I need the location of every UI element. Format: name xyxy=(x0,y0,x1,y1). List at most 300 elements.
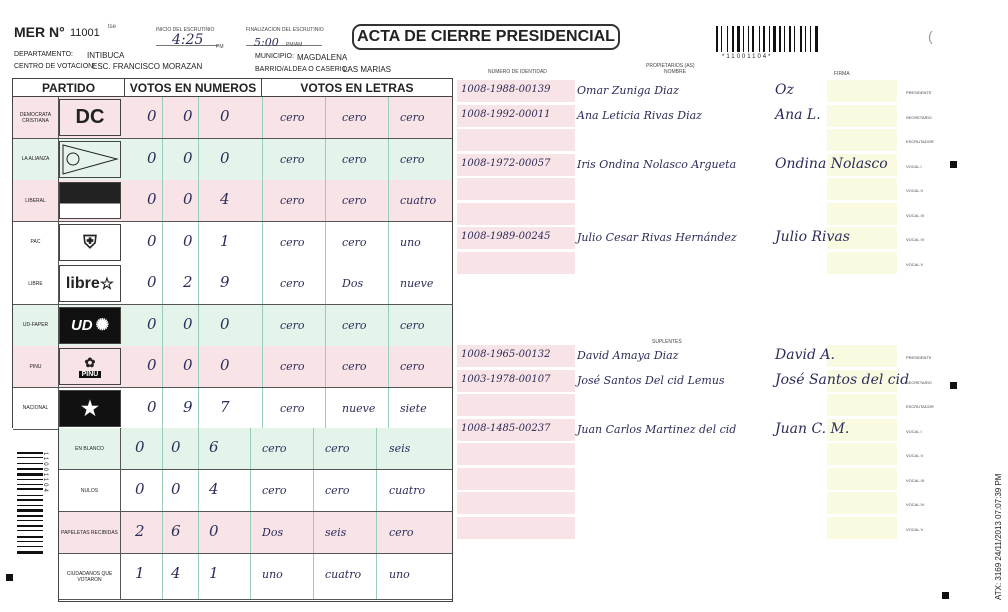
party-logo xyxy=(59,390,121,427)
departamento-label: DEPARTAMENTO: xyxy=(14,51,73,58)
signature-cell xyxy=(827,105,897,127)
barcode-bar xyxy=(17,520,43,521)
barcode-bar xyxy=(748,26,749,52)
party-name: PAC xyxy=(13,222,59,263)
cell-divider xyxy=(162,346,163,387)
id-cell xyxy=(457,492,575,514)
ud-logo-text: UD xyxy=(70,316,93,334)
registration-mark xyxy=(950,382,957,389)
total-word: seis xyxy=(389,442,411,455)
finalizacion-suffix: PM/AM xyxy=(286,42,303,48)
time-stamp: ATX: 3169 24/11/2013 07:07:39 PM xyxy=(994,473,1003,600)
barcode-bar xyxy=(17,488,43,490)
pac-shield-icon: ⛨ xyxy=(83,231,97,252)
cell-divider xyxy=(198,470,199,511)
party-logo xyxy=(59,307,121,344)
name-cell xyxy=(575,345,775,367)
member-name: José Santos Del cid Lemus xyxy=(577,373,725,387)
total-digit: 4 xyxy=(209,480,219,498)
total-name: EN BLANCO xyxy=(59,428,121,469)
col-partido: PARTIDO xyxy=(13,79,125,97)
cell-divider xyxy=(162,139,163,180)
page-title: ACTA DE CIERRE PRESIDENCIAL xyxy=(352,24,620,50)
member-row xyxy=(457,419,897,441)
cell-divider xyxy=(313,512,314,553)
member-role: VOCAL IV xyxy=(906,237,925,242)
cell-divider xyxy=(198,180,199,221)
cell-divider xyxy=(198,388,199,429)
name-cell xyxy=(575,419,775,441)
total-row xyxy=(59,512,452,554)
suplentes-label: SUPLENTES xyxy=(652,339,682,345)
cell-divider xyxy=(388,305,389,346)
cell-divider xyxy=(162,97,163,138)
vote-digit: 7 xyxy=(220,397,230,416)
barcode-bar xyxy=(727,26,728,52)
signature-cell xyxy=(827,129,897,151)
pinu-emblem-icon: ✿ xyxy=(84,355,96,370)
cell-divider xyxy=(198,512,199,553)
cell-divider xyxy=(262,139,263,180)
total-name: PAPELETAS RECIBIDAS xyxy=(59,512,121,553)
barcode-bar xyxy=(721,26,722,52)
total-word: cuatro xyxy=(325,568,362,581)
cell-divider xyxy=(376,470,377,511)
vote-word: uno xyxy=(400,235,421,249)
name-cell xyxy=(575,105,775,127)
cell-divider xyxy=(162,470,163,511)
cell-divider xyxy=(313,428,314,469)
barcode-bar xyxy=(779,26,781,52)
name-cell xyxy=(575,178,775,200)
barcode-bar xyxy=(743,26,744,52)
total-digit: 0 xyxy=(171,438,181,456)
vote-digit: 1 xyxy=(220,231,230,250)
party-name: DEMOCRATA CRISTIANA xyxy=(13,97,59,138)
party-name: LIBERAL xyxy=(13,180,59,221)
barcode-bar xyxy=(737,26,740,52)
barcode-bar xyxy=(17,479,43,480)
member-role: VOCAL III xyxy=(906,212,924,218)
member-role: VOCAL II xyxy=(906,188,923,193)
total-digit: 4 xyxy=(171,564,181,582)
total-row xyxy=(59,428,452,470)
member-role: VOCAL III xyxy=(906,477,924,483)
barcode-bar xyxy=(805,26,806,52)
total-word: seis xyxy=(325,526,347,539)
vote-word: Dos xyxy=(342,277,364,290)
member-role: VOCAL II xyxy=(906,453,923,458)
vote-digit: 0 xyxy=(183,231,193,250)
totals-table xyxy=(58,428,453,602)
signature-cell xyxy=(827,203,897,225)
barcode-bar xyxy=(716,26,718,52)
barcode-bar xyxy=(17,530,43,531)
vote-digit: 0 xyxy=(183,314,193,333)
id-cell xyxy=(457,154,575,176)
signature-cell xyxy=(827,517,897,539)
cell-divider xyxy=(262,305,263,346)
party-name: PINU xyxy=(13,346,59,387)
member-signature: Oz xyxy=(775,82,794,98)
total-digit: 0 xyxy=(209,522,219,540)
name-cell xyxy=(575,394,775,416)
member-name: David Amaya Diaz xyxy=(577,349,679,362)
barcode-bar xyxy=(752,26,754,52)
member-role: PRESIDENTE xyxy=(906,90,932,95)
name-cell xyxy=(575,517,775,539)
barcode-bar xyxy=(815,26,818,52)
total-word: cero xyxy=(262,442,287,455)
cell-divider xyxy=(250,512,251,553)
cell-divider xyxy=(198,305,199,346)
member-id: 1008-1485-00237 xyxy=(461,422,551,434)
finalizacion-label: FINALIZACION DEL ESCRUTINIO xyxy=(246,27,324,33)
name-cell xyxy=(575,443,775,465)
cell-divider xyxy=(250,554,251,599)
cell-divider xyxy=(376,512,377,553)
vote-word: cero xyxy=(280,360,305,373)
member-signature: David A. xyxy=(775,347,835,363)
total-row xyxy=(59,470,452,512)
star-icon: ☆ xyxy=(99,275,115,293)
member-signature: Julio Rivas xyxy=(775,229,850,245)
barcode-bar xyxy=(17,473,43,476)
id-cell xyxy=(457,80,575,102)
barcode-bar xyxy=(17,525,43,527)
col-numeros: VOTOS EN NUMEROS xyxy=(125,79,262,97)
sun-icon: ✺ xyxy=(95,317,110,334)
barcode-bar xyxy=(17,509,43,512)
vote-word: cero xyxy=(400,318,425,332)
cell-divider xyxy=(325,346,326,387)
barcode-bar xyxy=(789,26,791,52)
barcode-bar xyxy=(17,505,43,506)
cell-divider xyxy=(162,180,163,221)
cell-divider xyxy=(325,305,326,346)
barcode-bar xyxy=(17,551,43,554)
member-id: 1003-1978-00107 xyxy=(461,373,551,385)
total-digit: 6 xyxy=(171,522,181,540)
vote-word: cero xyxy=(400,111,425,124)
party-name: LA ALIANZA xyxy=(13,139,59,180)
cell-divider xyxy=(198,428,199,469)
vote-digit: 0 xyxy=(183,148,193,167)
barcode-bar xyxy=(794,26,795,52)
cell-divider xyxy=(250,470,251,511)
vote-word: cero xyxy=(280,111,305,124)
vote-word: cero xyxy=(280,277,305,290)
name-cell xyxy=(575,129,775,151)
vote-digit: 0 xyxy=(183,107,193,125)
member-row xyxy=(457,105,897,127)
vote-digit: 0 xyxy=(220,148,230,167)
cell-divider xyxy=(313,470,314,511)
barcode-bar xyxy=(17,541,43,542)
id-cell xyxy=(457,129,575,151)
member-role: VOCAL IV xyxy=(906,502,925,507)
barcode-bar xyxy=(17,452,43,454)
member-id: 1008-1965-00132 xyxy=(461,349,551,360)
signature-cell xyxy=(827,443,897,465)
total-digit: 0 xyxy=(171,480,181,498)
barcode-bar xyxy=(759,26,760,52)
party-row xyxy=(13,305,452,347)
party-row xyxy=(13,139,452,181)
member-name: Ana Leticia Rivas Diaz xyxy=(577,108,702,122)
name-cell xyxy=(575,492,775,514)
cell-divider xyxy=(162,512,163,553)
id-cell xyxy=(457,394,575,416)
cell-divider xyxy=(162,554,163,599)
cell-divider xyxy=(262,388,263,429)
total-word: cuatro xyxy=(389,484,426,497)
cell-divider xyxy=(325,222,326,263)
member-role: SECRETARIO xyxy=(906,379,932,385)
party-row xyxy=(13,97,452,139)
party-logo xyxy=(59,265,121,302)
star-icon: ★ xyxy=(81,397,99,420)
barcode-bar xyxy=(810,26,811,52)
member-row xyxy=(457,517,897,539)
barcode-bar xyxy=(17,484,43,485)
member-row xyxy=(457,443,897,465)
member-row xyxy=(457,80,897,102)
id-cell xyxy=(457,468,575,490)
registration-mark xyxy=(950,161,957,168)
cell-divider xyxy=(388,180,389,221)
vote-word: nueve xyxy=(400,277,434,290)
member-row xyxy=(457,203,897,225)
id-cell xyxy=(457,419,575,441)
vote-digit: 0 xyxy=(147,231,157,250)
name-cell xyxy=(575,370,775,392)
member-id: 1008-1992-00011 xyxy=(461,108,551,120)
cell-divider xyxy=(162,222,163,263)
vote-digit: 0 xyxy=(147,107,157,125)
member-row xyxy=(457,129,897,151)
member-role: VOCAL V xyxy=(906,261,924,267)
vote-digit: 0 xyxy=(147,273,157,291)
vote-digit: 0 xyxy=(147,190,157,208)
cell-divider xyxy=(262,222,263,263)
barcode-bar xyxy=(17,463,43,464)
vote-digit: 0 xyxy=(220,356,230,374)
member-row xyxy=(457,252,897,274)
vote-word: cero xyxy=(400,152,425,166)
vote-digit: 0 xyxy=(183,190,193,208)
party-row xyxy=(13,263,452,305)
vote-word: cero xyxy=(280,152,305,166)
vote-digit: 0 xyxy=(147,314,157,333)
member-role: VOCAL I xyxy=(906,163,922,169)
barcode-bar xyxy=(17,499,43,501)
cell-divider xyxy=(388,222,389,263)
id-cell xyxy=(457,443,575,465)
name-cell xyxy=(575,154,775,176)
vote-word: cero xyxy=(280,235,305,249)
member-id: 1008-1989-00245 xyxy=(461,231,551,242)
member-name: Julio Cesar Rivas Hernández xyxy=(577,231,737,244)
paper-curl-mark: ( xyxy=(928,28,933,44)
total-digit: 0 xyxy=(135,438,145,456)
vote-word: cero xyxy=(280,318,305,332)
col-firma: FIRMA xyxy=(834,71,850,77)
party-row xyxy=(13,346,452,388)
inicio-value: 4:25 xyxy=(172,32,204,48)
barcode-bar xyxy=(769,26,770,52)
cell-divider xyxy=(198,139,199,180)
signature-cell xyxy=(827,178,897,200)
total-word: uno xyxy=(262,568,283,581)
col-identidad: NUMERO DE IDENTIDAD xyxy=(488,69,547,75)
member-row xyxy=(457,345,897,367)
signature-cell xyxy=(827,345,897,367)
name-cell xyxy=(575,252,775,274)
party-name: UD-FAPER xyxy=(13,305,59,346)
name-cell xyxy=(575,203,775,225)
vote-digit: 4 xyxy=(220,190,230,208)
departamento-value: INTIBUCA xyxy=(87,51,125,60)
mer-label: MER N° xyxy=(14,24,65,40)
vote-word: cero xyxy=(342,152,367,166)
barcode-bar xyxy=(773,26,776,52)
col-propietarios: PROPIETARIOS (AS) xyxy=(646,63,695,69)
cell-divider xyxy=(325,180,326,221)
municipio-label: MUNICIPIO: xyxy=(255,53,294,60)
total-word: uno xyxy=(389,568,410,581)
signature-cell xyxy=(827,80,897,102)
vote-digit: 0 xyxy=(183,356,193,374)
total-name: NULOS xyxy=(59,470,121,511)
vote-word: cero xyxy=(342,111,367,124)
member-row xyxy=(457,154,897,176)
member-row xyxy=(457,492,897,514)
barcode-top-number: *11001104* xyxy=(722,54,773,60)
liberal-flag-icon xyxy=(59,182,121,219)
signature-cell xyxy=(827,492,897,514)
cell-divider xyxy=(162,428,163,469)
total-digit: 6 xyxy=(209,438,219,456)
vote-digit: 0 xyxy=(220,107,230,125)
vote-digit: 9 xyxy=(220,273,230,291)
vote-word: cero xyxy=(342,235,367,249)
member-role: PRESIDENTE xyxy=(906,355,932,360)
pinu-logo-text: PINU xyxy=(79,371,102,378)
dc-logo-text: DC xyxy=(75,106,105,128)
member-row xyxy=(457,468,897,490)
vote-digit: 0 xyxy=(147,148,157,167)
barcode-top xyxy=(716,26,840,52)
barcode-bar xyxy=(784,26,785,52)
col-letras: VOTOS EN LETRAS xyxy=(262,79,452,97)
cell-divider xyxy=(198,222,199,263)
tse-logo: tse xyxy=(108,24,117,30)
member-row xyxy=(457,178,897,200)
member-role: SECRETARIO xyxy=(906,114,932,120)
cell-divider xyxy=(376,554,377,599)
cell-divider xyxy=(198,97,199,138)
party-logo xyxy=(59,224,121,261)
total-word: cero xyxy=(325,484,350,497)
barcode-bar xyxy=(800,26,802,52)
member-id: 1008-1972-00057 xyxy=(461,157,551,169)
vote-word: cero xyxy=(342,318,367,332)
cell-divider xyxy=(388,388,389,429)
total-word: cero xyxy=(389,526,414,539)
barcode-bar xyxy=(17,515,43,517)
member-row xyxy=(457,227,897,249)
total-name: CIUDADANOS QUE VOTARON xyxy=(59,554,121,599)
name-cell xyxy=(575,80,775,102)
total-digit: 1 xyxy=(135,564,145,582)
party-logo xyxy=(59,141,121,178)
member-name: Iris Ondina Nolasco Argueta xyxy=(577,157,737,171)
vote-digit: 0 xyxy=(220,314,230,333)
party-logo xyxy=(59,348,121,385)
cell-divider xyxy=(198,263,199,304)
member-role: ESCRUTADOR xyxy=(906,139,934,144)
party-row xyxy=(13,180,452,222)
side-barcode-number: 11001104 xyxy=(42,452,48,494)
cell-divider xyxy=(388,346,389,387)
party-name: NACIONAL xyxy=(13,388,59,429)
member-name: Juan Carlos Martinez del cid xyxy=(577,422,737,436)
vote-word: siete xyxy=(400,401,427,415)
cell-divider xyxy=(262,263,263,304)
cell-divider xyxy=(325,97,326,138)
id-cell xyxy=(457,227,575,249)
cell-divider xyxy=(162,388,163,429)
name-cell xyxy=(575,468,775,490)
total-digit: 0 xyxy=(135,480,145,498)
col-nombre: NOMBRE xyxy=(664,69,686,75)
id-cell xyxy=(457,370,575,392)
barcode-bar xyxy=(732,26,734,52)
barcode-bar xyxy=(17,457,43,458)
barcode-bar xyxy=(17,495,43,496)
barrio-label: BARRIO/ALDEA O CASERIO: xyxy=(255,66,350,73)
cell-divider xyxy=(388,97,389,138)
votes-table xyxy=(12,78,453,428)
member-signature: Ana L. xyxy=(775,106,821,123)
total-word: cero xyxy=(262,484,287,497)
vote-word: cero xyxy=(400,360,425,373)
cell-divider xyxy=(325,263,326,304)
member-role: VOCAL I xyxy=(906,428,922,434)
id-cell xyxy=(457,252,575,274)
finalizacion-value: 5:00 xyxy=(254,36,279,49)
member-row xyxy=(457,394,897,416)
vote-digit: 0 xyxy=(147,356,157,374)
cell-divider xyxy=(162,305,163,346)
barcode-bar xyxy=(17,546,43,547)
libre-logo-text: libre xyxy=(65,274,100,292)
total-digit: 1 xyxy=(209,564,219,582)
cell-divider xyxy=(388,139,389,180)
side-barcode xyxy=(17,452,43,574)
id-cell xyxy=(457,203,575,225)
barcode-bar xyxy=(17,536,43,538)
member-role: ESCRUTADOR xyxy=(906,404,934,409)
signature-cell xyxy=(827,252,897,274)
vote-word: cero xyxy=(342,360,367,373)
municipio-value: MAGDALENA xyxy=(297,53,348,62)
cell-divider xyxy=(262,346,263,387)
total-word: Dos xyxy=(262,526,284,539)
total-digit: 2 xyxy=(135,522,145,540)
barrio-value: LAS MARIAS xyxy=(343,65,392,74)
